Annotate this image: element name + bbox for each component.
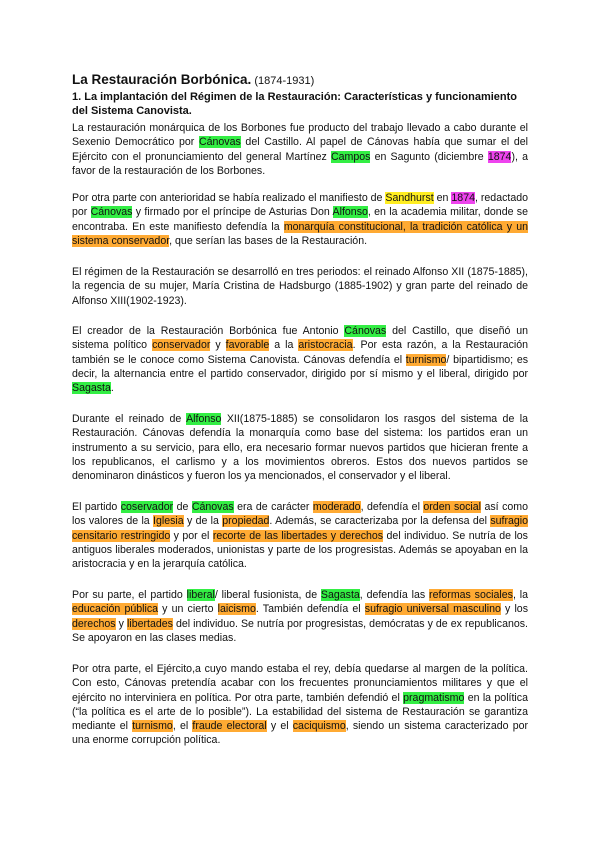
text-run: , la xyxy=(512,589,528,601)
highlighted-term: liberal xyxy=(186,589,215,601)
highlighted-term: pragmatismo xyxy=(403,691,465,704)
highlighted-term: educación pública xyxy=(72,603,159,616)
text-run: / liberal fusionista, de xyxy=(214,589,321,601)
text-run: , que serían las bases de la Restauración. xyxy=(169,234,368,247)
text-run: El creador de la Restauración Borbónica fue Antonio xyxy=(72,325,345,337)
highlighted-term: Cánovas xyxy=(191,501,234,513)
text-run: , siendo un sistema caracterizado por una enorme corrupción política. xyxy=(72,720,529,747)
text-run: a la xyxy=(269,339,299,352)
text-run: , en la academia militar, donde se encontraba. En este manifiesto defendía la xyxy=(72,206,528,233)
text-run: y por el xyxy=(170,529,213,542)
text-run: , redactado por xyxy=(72,192,528,219)
page-title xyxy=(72,72,314,87)
text-run: . xyxy=(110,382,114,395)
text-run: del Castillo. Al papel de Cánovas había que sumar el del Ejército con el pronunciamiento del general Martínez xyxy=(72,136,528,163)
text-run: , defendía las xyxy=(359,589,430,601)
text-run: El partido xyxy=(72,501,121,513)
highlighted-term: 1874 xyxy=(487,150,512,163)
highlighted-term: propiedad xyxy=(222,515,270,528)
highlighted-term: moderado xyxy=(312,501,361,513)
highlighted-term: Cánovas xyxy=(198,136,241,149)
highlighted-term: Iglesia xyxy=(153,515,184,528)
text-run: del Castillo, que diseñó un sistema político xyxy=(72,325,528,352)
text-run: y xyxy=(115,617,127,630)
text-run: La restauración monárquica de los Borbones fue producto del trabajo llevado a cabo durante el Sexenio Democrático por xyxy=(72,122,528,149)
paragraph-8 xyxy=(72,662,528,748)
paragraph-7 xyxy=(72,588,528,645)
text-run: ), a favor de la restauración de los Borbones. xyxy=(72,150,528,177)
text-run: Por su parte, el partido xyxy=(72,589,187,601)
paragraph-3 xyxy=(72,265,528,308)
highlighted-term: coservador xyxy=(120,501,174,513)
highlighted-term: derechos xyxy=(72,617,116,630)
paragraph-6 xyxy=(72,500,528,571)
text-run: y firmado por el príncipe de Asturias Don xyxy=(132,206,333,219)
highlighted-term: orden social xyxy=(423,501,482,513)
text-run: en la política (“la política es el arte de lo posible”). La estabilidad del sistema de Restauración se garantiza mediante el xyxy=(72,691,528,733)
highlighted-term: monarquía constitucional, la tradición católica y un sistema conservador xyxy=(72,220,528,247)
text-run: de xyxy=(173,501,192,513)
highlighted-term: laicismo xyxy=(217,603,256,616)
text-run: en Sagunto (diciembre xyxy=(370,150,488,163)
text-run: del individuo. Se nutría de los antiguos liberales moderados, unionistas y parte de los progresistas. Además se apoyaban en la aristocracia y en la jerarquía católica. xyxy=(72,529,528,571)
text-run: . Por esta razón, a la Restauración también se le conoce como Sistema Canovista. Cánovas defendía el xyxy=(72,339,528,366)
highlighted-term: fraude electoral xyxy=(192,720,267,733)
text-run: del individuo. Se nutría por progresistas, demócratas y de ex republicanos. Se apoyaron en las clases medias. xyxy=(72,617,528,644)
text-run: Por otra parte con anterioridad se había realizado el manifiesto de xyxy=(72,192,386,204)
text-run: , defendía el xyxy=(360,501,424,513)
highlighted-term: favorable xyxy=(225,339,270,352)
text-run: . Además, se caracterizaba por la defensa del xyxy=(269,515,491,528)
text-run: y los xyxy=(500,603,528,616)
highlighted-term: recorte de las libertades y derechos xyxy=(212,529,384,542)
title-dates: (1874-1931) xyxy=(251,75,315,87)
text-run: y un cierto xyxy=(158,603,218,616)
highlighted-term: Campos xyxy=(330,150,371,163)
text-run: El régimen de la Restauración se desarrolló en tres periodos: el reinado Alfonso XII (1875-1885), la regencia de su mujer, María Cristina de Hadsburgo (1885-1902) y gran parte del reinado de Alfonso XIII(1902-1923). xyxy=(72,266,528,307)
highlighted-term: Sagasta xyxy=(72,382,111,395)
text-run: Por otra parte, el Ejército,a cuyo mando estaba el rey, debía quedarse al margen de la política. Con esto, Cánovas pretendía acabar con los frecuentes pronunciamientos militares y que el ejército no interviniera en política. Por otra parte, también defendió el xyxy=(72,663,528,704)
highlighted-term: Sandhurst xyxy=(385,192,434,204)
paragraph-4 xyxy=(72,324,528,395)
text-run: y xyxy=(210,339,226,352)
highlighted-term: Alfonso xyxy=(186,413,222,425)
text-run: y el xyxy=(266,720,293,733)
highlighted-term: aristocracia xyxy=(298,339,353,352)
highlighted-term: Cánovas xyxy=(344,325,387,337)
text-run: . También defendía el xyxy=(255,603,365,616)
highlighted-term: libertades xyxy=(127,617,173,630)
highlighted-term: sufragio universal masculino xyxy=(364,603,501,616)
text-run: XII(1875-1885) se consolidaron los rasgos del sistema de la Restauración. Cánovas defendía la monarquía como base del sistema: los partidos eran un instrumento a su servicio, para ello, era necesario formar nuevos partidos que hicieran frente a los republicanos, el carlismo y a los movimientos obreros. Estos dos nuevos partidos se denominaron dinásticos y fueron los ya mencionados, el conservador y el liberal. xyxy=(72,413,528,483)
section-heading: 1. La implantación del Régimen de la Restauración: Características y funcionamiento del Sistema Canovista. xyxy=(72,91,518,117)
text-run: Durante el reinado de xyxy=(72,413,187,425)
text-run: en xyxy=(433,192,452,204)
highlighted-term: sufragio censitario restringido xyxy=(72,515,529,542)
highlighted-term: 1874 xyxy=(451,192,475,204)
highlighted-term: turnismo xyxy=(405,353,447,366)
highlighted-term: caciquismo xyxy=(292,720,346,733)
highlighted-term: Cánovas xyxy=(90,206,133,219)
paragraph-1 xyxy=(72,121,528,178)
title-main: La Restauración Borbónica. xyxy=(72,72,252,87)
highlighted-term: reformas sociales xyxy=(429,589,513,601)
text-run: , el xyxy=(172,720,193,733)
highlighted-term: conservador xyxy=(152,339,211,352)
highlighted-term: turnismo xyxy=(132,720,173,733)
text-run: era de carácter xyxy=(233,501,313,513)
highlighted-term: Alfonso xyxy=(332,206,368,219)
text-run: / bipartidismo; es decir, la alternancia entre el partido conservador, dirigido por sí mismo y el liberal, dirigido por xyxy=(72,353,529,380)
paragraph-2 xyxy=(72,191,528,248)
text-run: así como los valores de la xyxy=(72,501,528,528)
text-run: y de la xyxy=(183,515,223,528)
paragraph-5 xyxy=(72,412,528,483)
highlighted-term: Sagasta xyxy=(320,589,360,601)
